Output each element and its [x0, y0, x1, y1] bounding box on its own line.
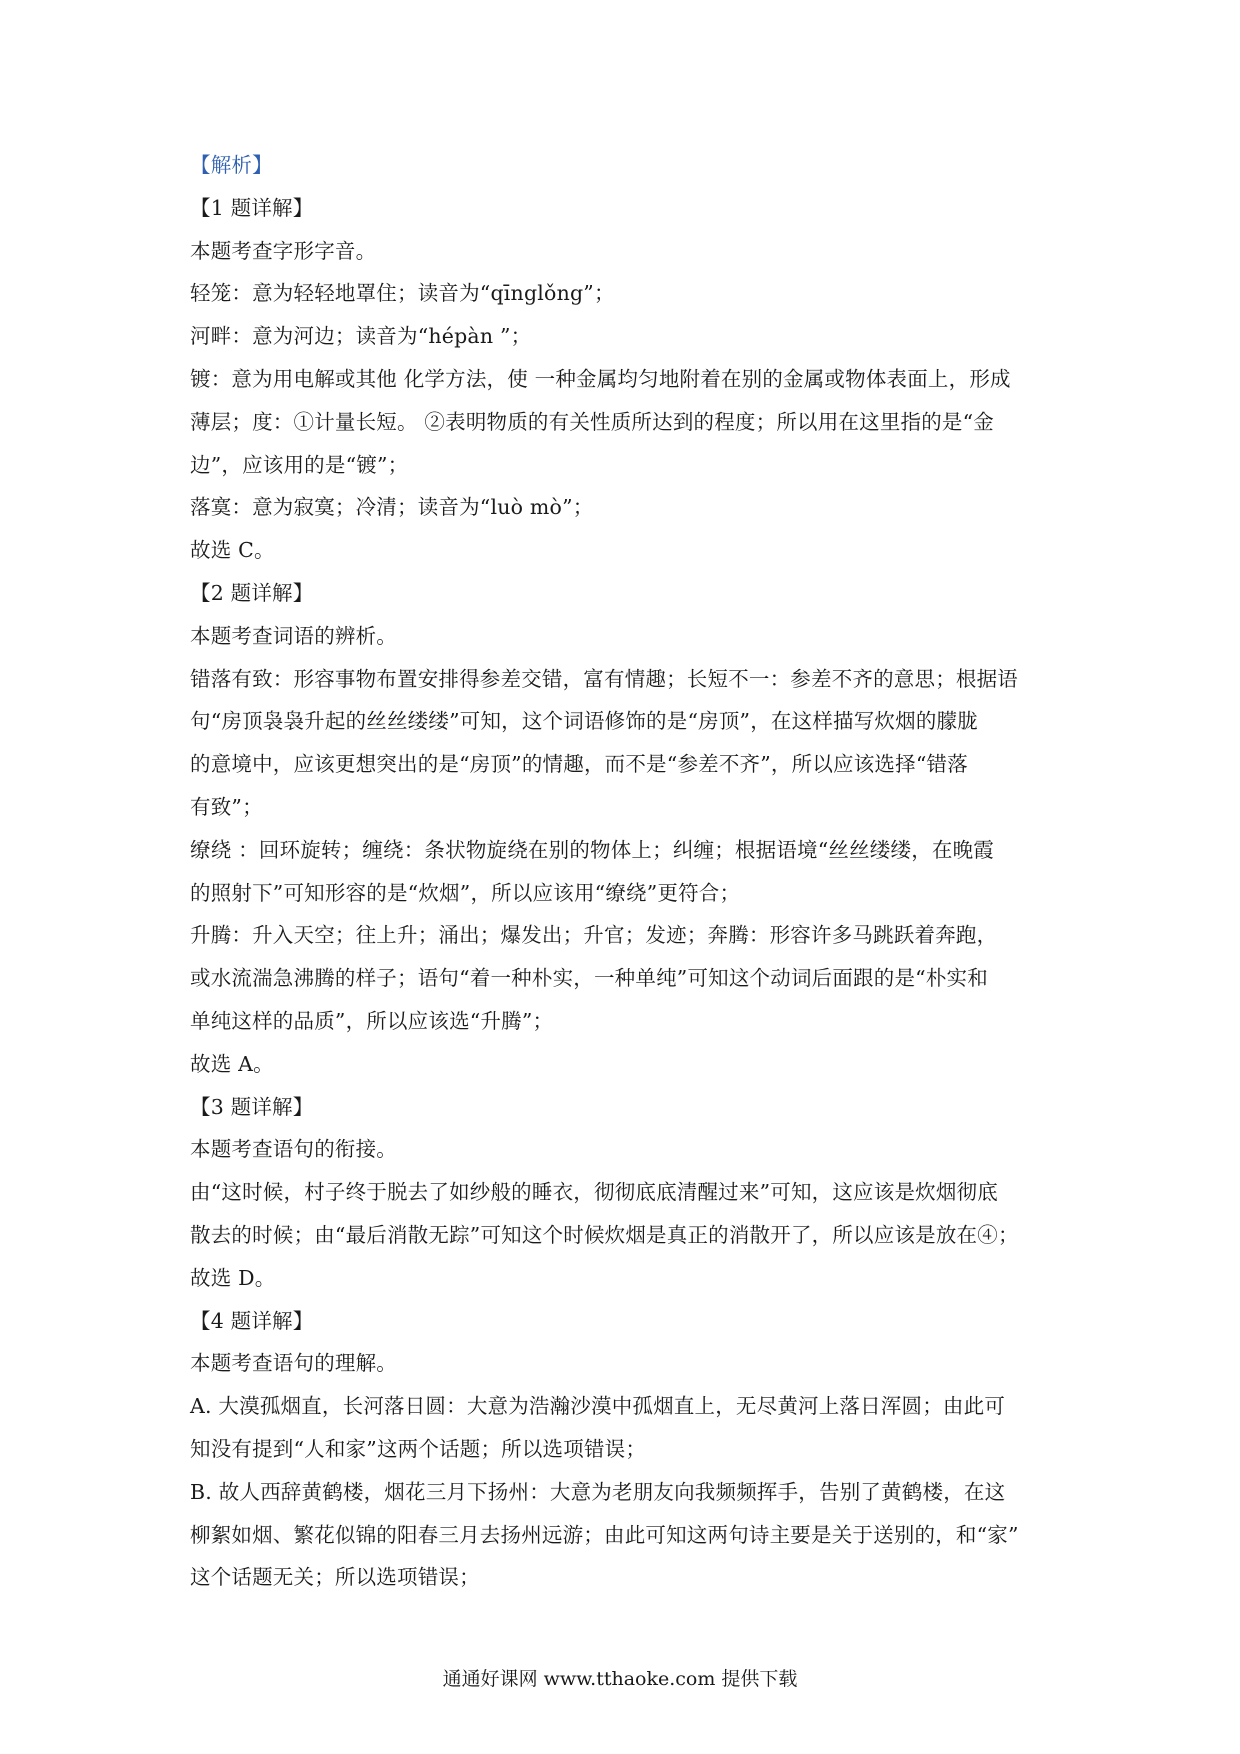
question-4-heading: 【4 题详解】: [190, 1308, 314, 1333]
text-line: 升腾：升入天空；往上升；涌出；爆发出；升官；发迹；奔腾：形容许多马跳跃着奔跑，: [190, 923, 998, 948]
text-line: 错落有致：形容事物布置安排得参差交错，富有情趣；长短不一：参差不齐的意思；根据语: [190, 666, 1018, 691]
text-line: 本题考查语句的衔接。: [190, 1137, 397, 1162]
document-lines: [190, 187, 1060, 1599]
question-3-heading: 【3 题详解】: [190, 1094, 314, 1119]
page-footer: 通通好课网 www.tthaoke.com 提供下载: [442, 1668, 798, 1690]
text-line: 这个话题无关；所以选项错误；: [190, 1565, 480, 1590]
text-line: 镀：意为用电解或其他 化学方法，使 一种金属均匀地附着在别的金属或物体表面上，形成: [190, 366, 1011, 391]
answer-line: 故选 A。: [190, 1051, 274, 1076]
text-line: 薄层；度：①计量长短。 ②表明物质的有关性质所达到的程度；所以用在这里指的是“金: [190, 409, 994, 434]
text-line: 有致”；: [190, 794, 263, 819]
option-b-line: B. 故人西辞黄鹤楼，烟花三月下扬州：大意为老朋友向我频频挥手，告别了黄鹤楼，在这: [190, 1479, 1006, 1504]
text-line: 或水流湍急沸腾的样子；语句“着一种朴实，一种单纯”可知这个动词后面跟的是“朴实和: [190, 966, 988, 991]
text-line: 知没有提到“人和家”这两个话题；所以选项错误；: [190, 1436, 647, 1461]
answer-line: 故选 C。: [190, 538, 275, 563]
text-line: 由“这时候，村子终于脱去了如纱般的睡衣，彻彻底底清醒过来”可知，这应该是炊烟彻底: [190, 1180, 998, 1205]
text-line: 本题考查语句的理解。: [190, 1351, 397, 1376]
text-line: 边”，应该用的是“镀”；: [190, 452, 409, 477]
text-line: 轻笼：意为轻轻地罩住；读音为“qīnglǒng”；: [190, 281, 615, 306]
text-line: 散去的时候；由“最后消散无踪”可知这个时候炊烟是真正的消散开了，所以应该是放在④；: [190, 1222, 1019, 1247]
text-line: 河畔：意为河边；读音为“hépàn ”；: [190, 324, 532, 349]
text-line: 本题考查字形字音。: [190, 238, 377, 263]
text-line: 柳絮如烟、繁花似锦的阳春三月去扬州远游；由此可知这两句诗主要是关于送别的，和“家”: [190, 1522, 1019, 1547]
question-1-heading: 【1 题详解】: [190, 195, 314, 220]
option-a-line: A. 大漠孤烟直，长河落日圆：大意为浩瀚沙漠中孤烟直上，无尽黄河上落日浑圆；由此可: [190, 1394, 1006, 1419]
section-title: 【解析】: [190, 153, 273, 177]
text-line: 句“房顶袅袅升起的丝丝缕缕”可知，这个词语修饰的是“房顶”，在这样描写炊烟的朦胧: [190, 709, 978, 734]
text-line: 的意境中，应该更想突出的是“房顶”的情趣，而不是“参差不齐”，所以应该选择“错落: [190, 752, 968, 777]
question-2-heading: 【2 题详解】: [190, 580, 314, 605]
document-body: [190, 144, 1060, 1599]
text-line: 缭绕 ：回环旋转；缠绕：条状物旋绕在别的物体上；纠缠；根据语境“丝丝缕缕，在晚霞: [190, 837, 994, 862]
text-line: 的照射下”可知形容的是“炊烟”，所以应该用“缭绕”更符合；: [190, 880, 741, 905]
text-line: 落寞：意为寂寞；冷清；读音为“luò mò”；: [190, 495, 594, 520]
answer-line: 故选 D。: [190, 1265, 276, 1290]
text-line: 本题考查词语的辨析。: [190, 623, 397, 648]
text-line: 单纯这样的品质”，所以应该选“升腾”；: [190, 1008, 554, 1033]
